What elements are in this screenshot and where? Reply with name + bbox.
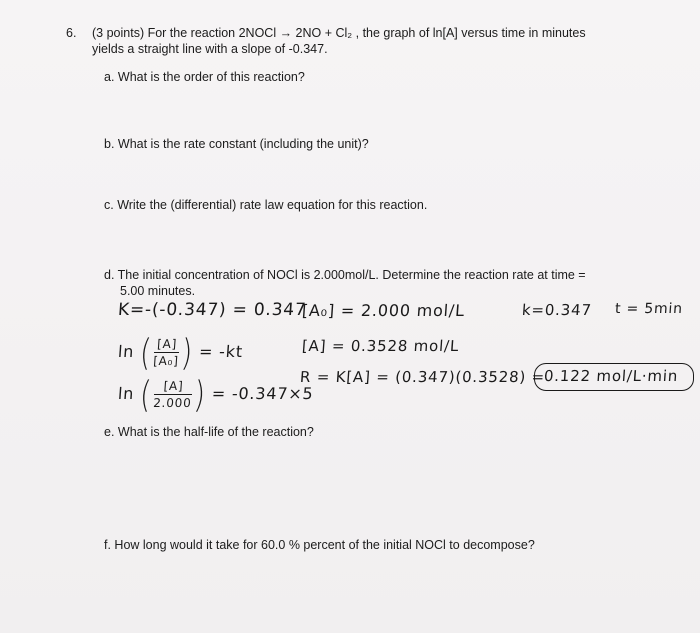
handwritten-answer: 0.122 mol/L·min xyxy=(543,367,679,385)
open-paren-2: ( xyxy=(138,373,154,416)
handwritten-k-line: K=-(-0.347) = 0.347 xyxy=(117,300,308,320)
handwritten-rate-calc: R = K[A] = (0.347)(0.3528) = xyxy=(299,368,546,386)
ratio-numerator: [A] xyxy=(156,337,178,351)
handwritten-final-conc: [A] = 0.3528 mol/L xyxy=(301,337,460,355)
part-e-prompt: e. What is the half-life of the reaction? xyxy=(104,425,314,439)
handwritten-substituted-law xyxy=(117,373,315,416)
concentration-ratio xyxy=(153,337,181,368)
fraction-bar xyxy=(154,352,180,353)
integrated-law-rhs: = -kt xyxy=(198,342,244,361)
question-stem-line2: yields a straight line with a slope of -0.347. xyxy=(92,42,328,56)
ln-label: ln xyxy=(117,342,135,361)
part-f-prompt: f. How long would it take for 60.0 % percent of the initial NOCl to decompose? xyxy=(104,538,535,552)
close-paren: ) xyxy=(179,331,195,374)
question-stem-line1: (3 points) For the reaction 2NOCl → 2NO + Cl₂ , the graph of ln[A] versus time in minutes xyxy=(92,26,586,40)
part-b-prompt: b. What is the rate constant (including the unit)? xyxy=(104,137,369,151)
ratio-numerator-2: [A] xyxy=(163,379,185,393)
question-number: 6. xyxy=(66,26,77,40)
part-d-prompt-line2: 5.00 minutes. xyxy=(120,284,196,298)
handwritten-initial-conc: [A₀] = 2.000 mol/L xyxy=(301,301,466,320)
handwritten-k-value: k=0.347 xyxy=(521,301,593,319)
open-paren: ( xyxy=(138,331,154,374)
fraction-bar-2 xyxy=(154,394,192,395)
part-a-prompt: a. What is the order of this reaction? xyxy=(104,70,305,84)
handwritten-time-value: t = 5min xyxy=(614,301,684,317)
concentration-ratio-2 xyxy=(153,379,194,410)
ratio-denominator-2: 2.000 xyxy=(152,396,193,410)
substituted-law-rhs: = -0.347×5 xyxy=(211,384,315,403)
part-c-prompt: c. Write the (differential) rate law equation for this reaction. xyxy=(104,198,428,212)
ratio-denominator: [A₀] xyxy=(152,354,180,368)
handwritten-integrated-law xyxy=(117,331,244,374)
close-paren-2: ) xyxy=(192,373,208,416)
ln-label-2: ln xyxy=(117,384,135,403)
part-d-prompt-line1: d. The initial concentration of NOCl is 2.000mol/L. Determine the reaction rate at time = xyxy=(104,268,586,282)
